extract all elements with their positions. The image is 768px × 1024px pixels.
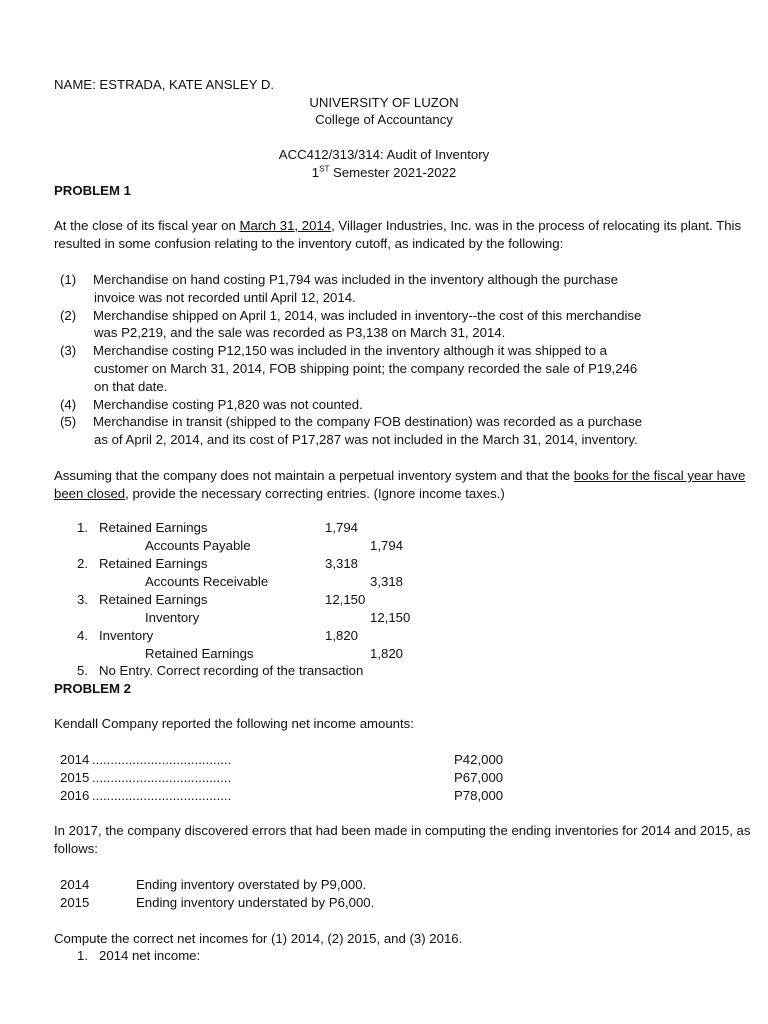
entry-credit-account: Retained Earnings — [145, 646, 254, 661]
item-number: (1) — [60, 272, 77, 287]
item-text-line: invoice was not recorded until April 12, 2014. — [94, 289, 356, 305]
entry-number: 2. — [77, 556, 88, 571]
item-text-line: Merchandise on hand costing P1,794 was included in the inventory although the purchase — [93, 272, 618, 287]
error-year: 2014 — [60, 877, 90, 892]
income-dots: ...................................... — [92, 788, 232, 803]
university-name: UNIVERSITY OF LUZON — [309, 95, 459, 110]
entry-credit-amount: 3,318 — [370, 574, 404, 589]
entry-credit-account: Inventory — [145, 610, 200, 625]
problem-2-intro: Kendall Company reported the following net income amounts: — [54, 716, 414, 731]
income-dots: ...................................... — [92, 752, 232, 767]
income-amount: P78,000 — [454, 788, 504, 803]
problem-2-compute: Compute the correct net incomes for (1) 2014, (2) 2015, and (3) 2016. — [54, 931, 463, 946]
entry-debit-account: Retained Earnings — [99, 520, 208, 535]
item-number: (3) — [60, 343, 77, 359]
problem-1-assumption: Assuming that the company does not maintain a perpetual inventory system and that the books for the fiscal year have — [54, 468, 746, 483]
item-number: (2) — [60, 307, 77, 323]
entry-number: 3. — [77, 592, 88, 607]
entry-debit-account: Inventory — [99, 628, 154, 643]
problem-1-intro: At the close of its fiscal year on March 31, 2014, Villager Industries, Inc. was in the process of relocating its plant. This — [54, 218, 742, 233]
entry-debit-account: Retained Earnings — [99, 592, 208, 607]
error-year: 2015 — [60, 895, 90, 910]
answer-label: 2014 net income: — [99, 948, 201, 963]
entry-number: 4. — [77, 628, 88, 643]
course-title: ACC412/313/314: Audit of Inventory — [278, 147, 490, 162]
answer-number: 1. — [77, 948, 88, 963]
entry-credit-account: Accounts Receivable — [145, 574, 269, 589]
income-year: 2015 — [60, 770, 90, 785]
problem-1-assumption-line2: been closed, provide the necessary correcting entries. (Ignore income taxes.) — [54, 486, 505, 501]
item-text-line: Merchandise shipped on April 1, 2014, was included in inventory--the cost of this merchandise — [93, 307, 642, 323]
item-text-line: Merchandise costing P12,150 was included in the inventory although it was shipped to a — [93, 343, 607, 359]
item-text-line: Merchandise in transit (shipped to the company FOB destination) was recorded as a purchase — [93, 414, 643, 430]
item-text-line: was P2,219, and the sale was recorded as P3,138 on March 31, 2014. — [94, 325, 506, 341]
entry-5-text: No Entry. Correct recording of the transaction — [99, 663, 364, 678]
entry-number: 1. — [77, 520, 88, 535]
problem-2-discovery: In 2017, the company discovered errors that had been made in computing the ending inventories for 2014 and 2015, as — [54, 823, 751, 838]
entry-debit-account: Retained Earnings — [99, 556, 208, 571]
item-text-line: Merchandise costing P1,820 was not counted. — [93, 396, 363, 412]
entry-debit-amount: 12,150 — [325, 592, 366, 607]
item-number: (5) — [60, 414, 77, 430]
entry-credit-amount: 1,794 — [370, 538, 404, 553]
income-amount: P42,000 — [454, 752, 504, 767]
entry-credit-amount: 12,150 — [370, 610, 411, 625]
item-number: (4) — [60, 396, 77, 412]
entry-debit-amount: 1,794 — [325, 520, 359, 535]
student-name: NAME: ESTRADA, KATE ANSLEY D. — [54, 77, 275, 92]
problem-2-discovery-line2: follows: — [54, 841, 98, 856]
problem-2-title: PROBLEM 2 — [54, 681, 131, 696]
college-name: College of Accountancy — [315, 112, 453, 127]
entry-5-number: 5. — [77, 663, 88, 678]
entry-debit-amount: 1,820 — [325, 628, 359, 643]
income-year: 2016 — [60, 788, 90, 803]
entry-debit-amount: 3,318 — [325, 556, 359, 571]
problem-1-intro-line2: resulted in some confusion relating to the inventory cutoff, as indicated by the following: — [54, 236, 564, 251]
entry-credit-account: Accounts Payable — [145, 538, 251, 553]
income-year: 2014 — [60, 752, 90, 767]
item-text-line: as of April 2, 2014, and its cost of P17,287 was not included in the March 31, 2014, inventory. — [94, 432, 638, 448]
item-text-line: on that date. — [94, 378, 168, 394]
error-text: Ending inventory understated by P6,000. — [136, 895, 375, 910]
semester: 1ST Semester 2021-2022 — [311, 164, 457, 180]
item-text-line: customer on March 31, 2014, FOB shipping point; the company recorded the sale of P19,246 — [94, 361, 638, 376]
income-dots: ...................................... — [92, 770, 232, 785]
problem-1-title: PROBLEM 1 — [54, 183, 131, 198]
entry-credit-amount: 1,820 — [370, 646, 404, 661]
income-amount: P67,000 — [454, 770, 504, 785]
error-text: Ending inventory overstated by P9,000. — [136, 877, 367, 892]
